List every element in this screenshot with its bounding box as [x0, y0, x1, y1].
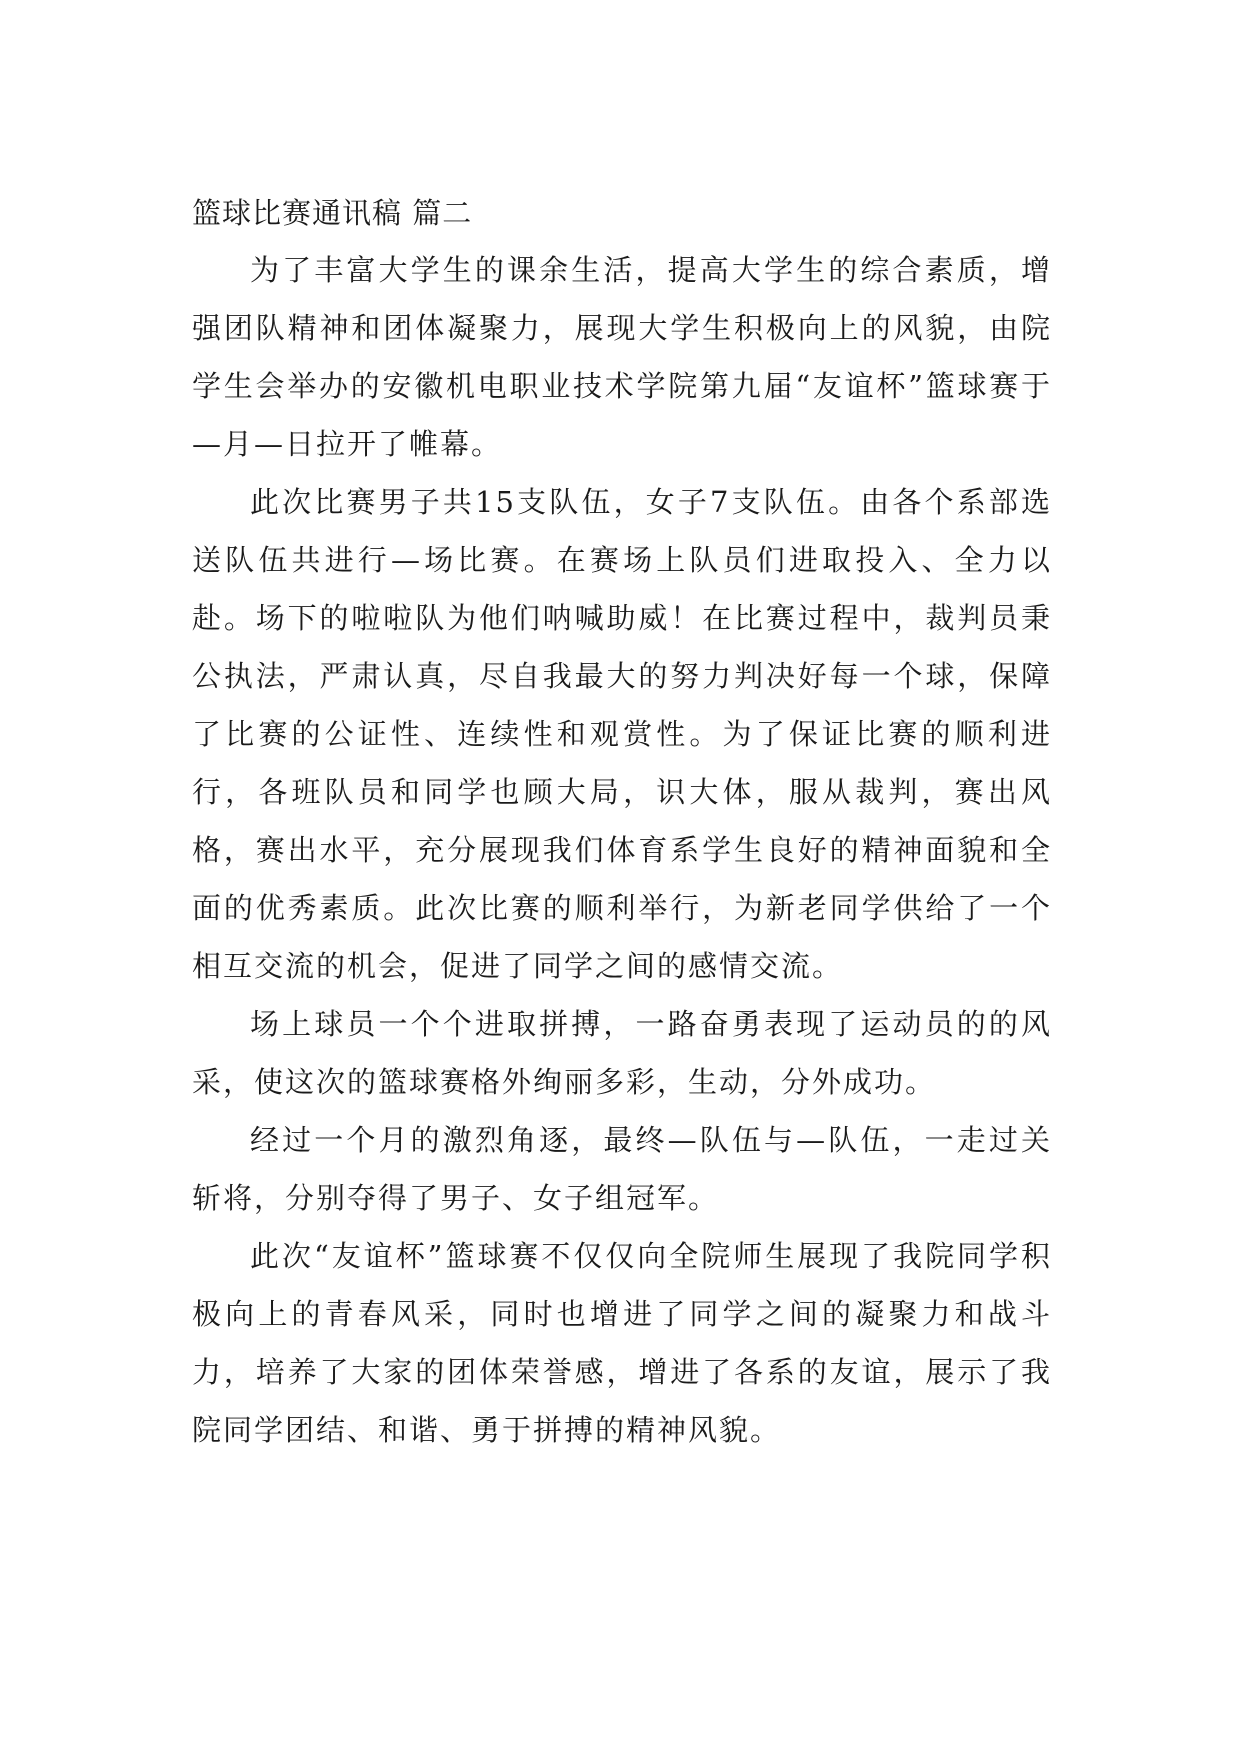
- paragraph-2: 此次比赛男子共15支队伍，女子7支队伍。由各个系部选送队伍共进行—场比赛。在赛场上队员们进取投入、全力以赴。场下的啦啦队为他们呐喊助威！在比赛过程中，裁判员秉公执法，严肃认真，尽自我最大的努力判决好每一个球，保障了比赛的公证性、连续性和观赏性。为了保证比赛的顺利进行，各班队员和同学也顾大局，识大体，服从裁判，赛出风格，赛出水平，充分展现我们体育系学生良好的精神面貌和全面的优秀素质。此次比赛的顺利举行，为新老同学供给了一个相互交流的机会，促进了同学之间的感情交流。: [192, 485, 1052, 983]
- paragraph-5: 此次“友谊杯”篮球赛不仅仅向全院师生展现了我院同学积极向上的青春风采，同时也增进了同学之间的凝聚力和战斗力，培养了大家的团体荣誉感，增进了各系的友谊，展示了我院同学团结、和谐、勇于拼搏的精神风貌。: [192, 1239, 1052, 1447]
- paragraph-4: 经过一个月的激烈角逐，最终—队伍与—队伍，一走过关斩将，分别夺得了男子、女子组冠军。: [192, 1123, 1052, 1215]
- paragraph-1: 为了丰富大学生的课余生活，提高大学生的综合素质，增强团队精神和团体凝聚力，展现大学生积极向上的风貌，由院学生会举办的安徽机电职业技术学院第九届“友谊杯”篮球赛于—月—日拉开了帷幕。: [192, 253, 1052, 461]
- document-title: 篮球比赛通讯稿 篇二: [192, 196, 473, 230]
- paragraph-3: 场上球员一个个进取拼搏，一路奋勇表现了运动员的的风采，使这次的篮球赛格外绚丽多彩，生动，分外成功。: [192, 1007, 1052, 1099]
- document-page: [192, 185, 1052, 1459]
